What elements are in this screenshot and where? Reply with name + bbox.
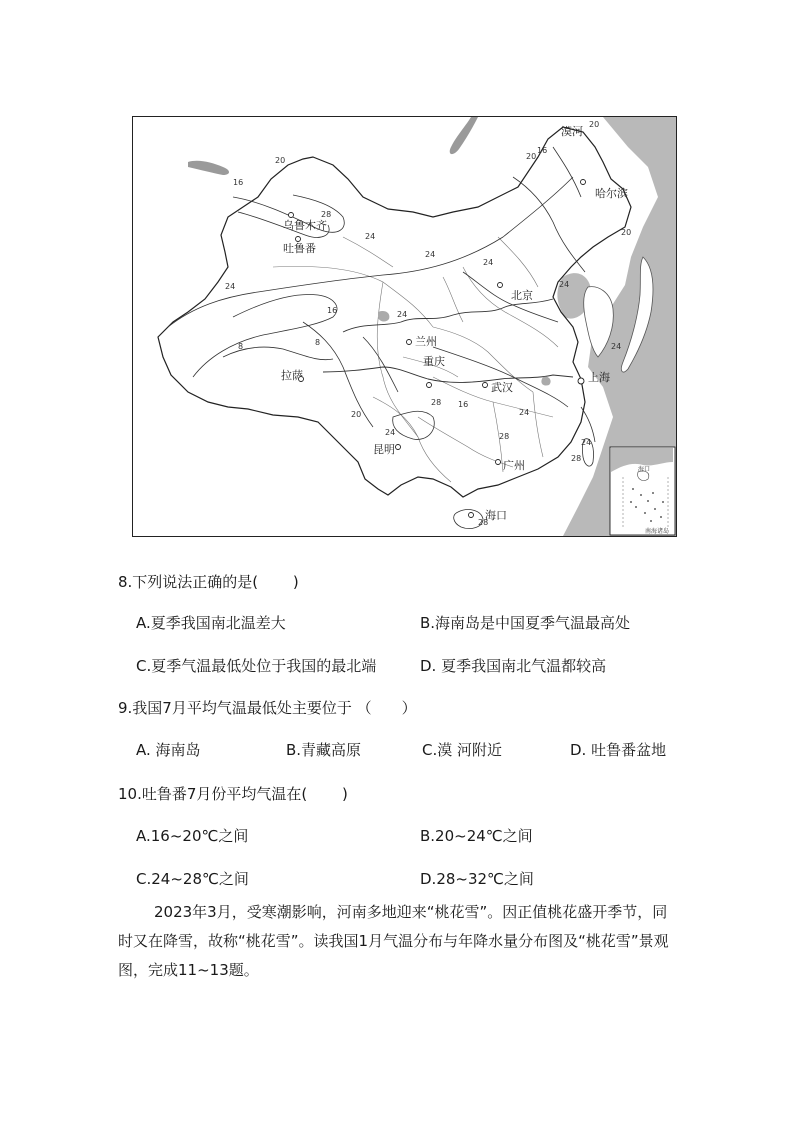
- iso-label: 24: [425, 250, 436, 259]
- guangzhou-marker: [496, 460, 501, 465]
- label-shanghai: 上海: [588, 371, 610, 384]
- question-9-option-c[interactable]: C.漠 河附近: [422, 741, 503, 759]
- label-urumqi: 乌鲁木齐: [283, 219, 327, 232]
- south-china-sea-inset: [610, 447, 675, 535]
- label-kunming: 昆明: [373, 443, 395, 456]
- passage-paragraph: [118, 898, 678, 985]
- wuhan-marker: [483, 383, 488, 388]
- beijing-marker: [498, 283, 503, 288]
- iso-label: 28: [431, 398, 442, 407]
- question-9-stem: 9.我国7月平均气温最低处主要位于 （ ）: [118, 699, 417, 717]
- question-9-option-b[interactable]: B.青藏高原: [286, 741, 362, 759]
- iso-label: 8: [238, 342, 244, 351]
- iso-label: 20: [526, 152, 537, 161]
- question-10-option-a[interactable]: A.16~20℃之间: [136, 827, 249, 845]
- iso-label: 8: [315, 338, 321, 347]
- iso-label: 16: [537, 146, 548, 155]
- label-beijing: 北京: [511, 289, 533, 302]
- label-turpan: 吐鲁番: [283, 242, 316, 255]
- question-10-option-d[interactable]: D.28~32℃之间: [420, 870, 534, 888]
- shanghai-marker: [578, 378, 584, 384]
- iso-label: 28: [499, 432, 510, 441]
- lanzhou-marker: [407, 340, 412, 345]
- label-chongqing: 重庆: [423, 355, 445, 368]
- kunming-marker: [396, 445, 401, 450]
- question-8-option-a[interactable]: A.夏季我国南北温差大: [136, 614, 286, 632]
- label-harbin: 哈尔滨: [595, 187, 628, 200]
- china-outline: [158, 127, 631, 497]
- iso-label: 24: [225, 282, 236, 291]
- urumqi-marker: [289, 213, 294, 218]
- question-10-option-b[interactable]: B.20~24℃之间: [420, 827, 533, 845]
- label-lanzhou: 兰州: [415, 335, 437, 348]
- iso-label: 16: [327, 306, 338, 315]
- iso-label: 24: [483, 258, 494, 267]
- map-canvas: [133, 117, 676, 536]
- label-haikou: 海口: [485, 509, 507, 522]
- question-9-option-a[interactable]: A. 海南岛: [136, 741, 201, 759]
- iso-label: 28: [571, 454, 582, 463]
- haikou-marker: [469, 513, 474, 518]
- label-wuhan: 武汉: [491, 381, 513, 394]
- question-8-option-b[interactable]: B.海南岛是中国夏季气温最高处: [420, 614, 631, 632]
- iso-label: 20: [621, 228, 632, 237]
- question-8-option-c[interactable]: C.夏季气温最低处位于我国的最北端: [136, 657, 377, 675]
- iso-label: 28: [321, 210, 332, 219]
- chongqing-marker: [427, 383, 432, 388]
- iso-label: 20: [589, 120, 600, 129]
- iso-label: 28: [478, 518, 489, 527]
- inset-title: 南海诸岛: [645, 528, 670, 535]
- iso-label: 20: [275, 156, 286, 165]
- question-10-option-c[interactable]: C.24~28℃之间: [136, 870, 249, 888]
- iso-label: 24: [385, 428, 396, 437]
- lake-baikal: [450, 117, 478, 154]
- question-8-option-d[interactable]: D. 夏季我国南北气温都较高: [420, 657, 607, 675]
- iso-label: 24: [581, 438, 592, 447]
- turpan-marker: [296, 237, 301, 242]
- iso-label: 20: [351, 410, 362, 419]
- inset-label-haikou: 海口: [638, 466, 651, 473]
- iso-label: 16: [233, 178, 244, 187]
- question-10-stem: 10.吐鲁番7月份平均气温在( ): [118, 785, 348, 803]
- iso-label: 16: [458, 400, 469, 409]
- iso-label: 24: [365, 232, 376, 241]
- passage-text: 2023年3月，受寒潮影响，河南多地迎来“桃花雪”。因正值桃花盛开季节，同时又在降雪，故称“桃花雪”。读我国1月气温分布与年降水量分布图及“桃花雪”景观图，完成11~13题。: [118, 903, 669, 979]
- harbin-marker: [581, 180, 586, 185]
- iso-label: 24: [397, 310, 408, 319]
- label-lhasa: 拉萨: [281, 369, 303, 382]
- iso-label: 24: [519, 408, 530, 417]
- iso-label: 24: [611, 342, 622, 351]
- iso-label: 24: [559, 280, 570, 289]
- july-temperature-map: [132, 116, 677, 537]
- question-8-stem: 8.下列说法正确的是( ): [118, 573, 299, 591]
- question-9-option-d[interactable]: D. 吐鲁番盆地: [570, 741, 667, 759]
- label-guangzhou: 广州: [503, 459, 525, 472]
- lake-balkhash: [188, 161, 229, 175]
- label-mohe: 漠河: [561, 125, 583, 138]
